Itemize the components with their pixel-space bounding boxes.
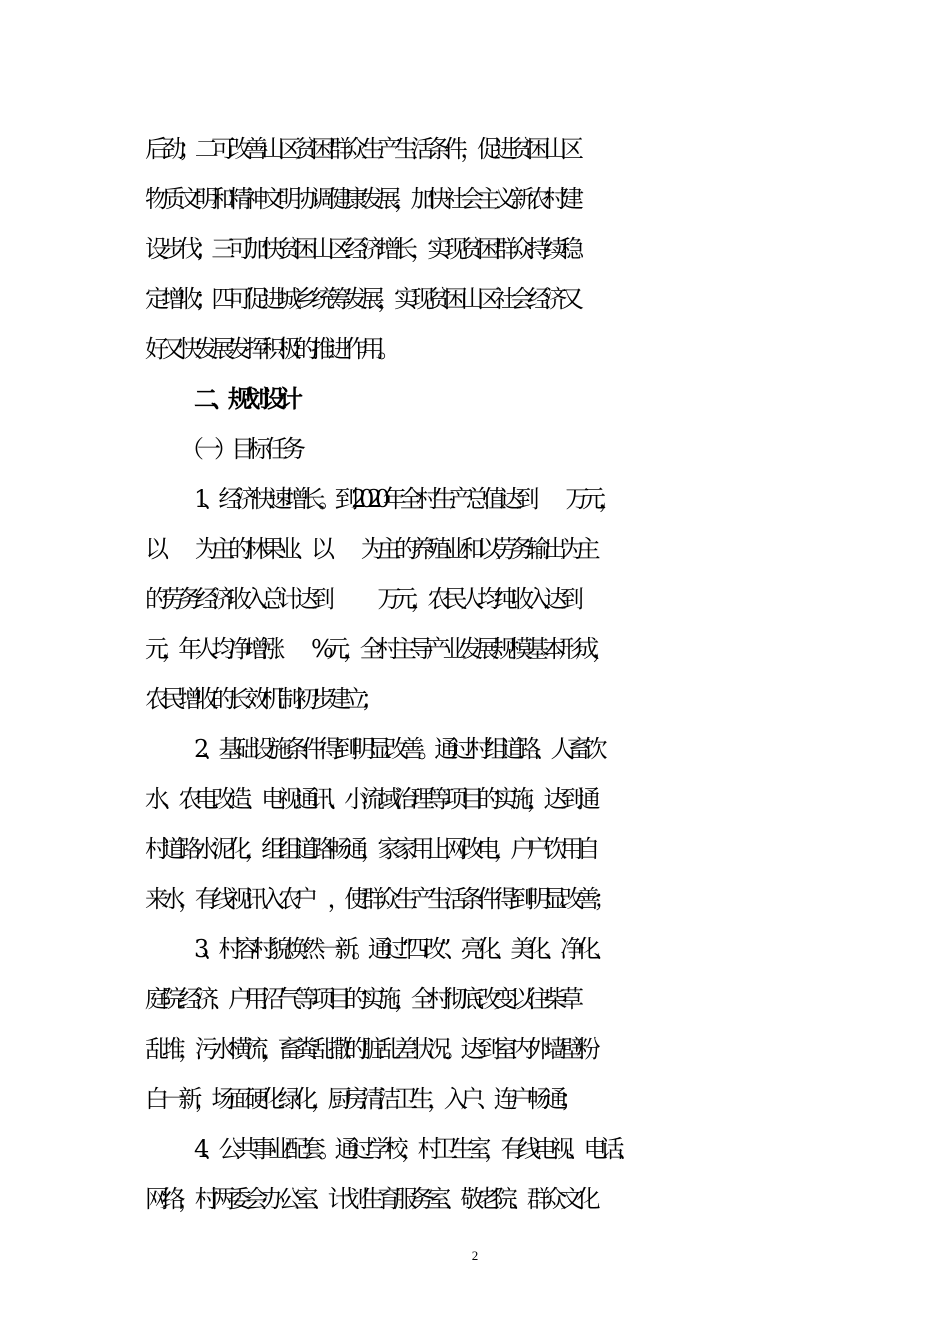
text-line: 农民增收的长效机制初步建立； — [145, 685, 378, 713]
text-line: 水、农电改造、电视通讯、小流域治理等项目的实施，达到通 — [145, 785, 594, 813]
text-line: 庭院经济、户用沼气等项目的实施，全村彻底改变以往柴草 — [145, 985, 577, 1013]
text-line: 网络，村两委会办公室、计划生育服务室、敬老院、群众文化 — [145, 1185, 594, 1213]
subsection-heading: （一）目标任务 — [180, 435, 299, 463]
text-line: 后劲；二可改善山区贫困群众生产生活条件，促进贫困山区 — [145, 135, 577, 163]
text-line: 村道路水泥化，组组道路畅通，家家用上网改电，户户饮用自 — [145, 835, 594, 863]
page-number: 2 — [471, 1248, 479, 1263]
text-line: 1、经济快速增长。到2020年全村生产总值达到 万元， — [194, 485, 616, 513]
text-line: 2、基础设施条件得到明显改善。通过村组道路、人畜饮 — [194, 735, 601, 763]
text-line: 4、公共事业配套。通过学校，村卫生室，有线电视、电话、 — [194, 1135, 634, 1163]
text-line: 好又快发展发挥积极的推进作用。 — [145, 335, 394, 363]
text-line: 来水，有线视讯入农户 ，使群众生产生活条件得到明显改善； — [145, 885, 610, 913]
text-line: 的劳务经济收入总计达到 万元，农民人均纯收入达到 — [145, 585, 577, 613]
text-line: 设步伐；三可加快贫困山区经济增长，实现贫困群众持续稳 — [145, 235, 577, 263]
text-line: 乱堆，污水横流，畜粪乱撒的脏乱差状况。达到室内外墙壁粉 — [145, 1035, 594, 1063]
section-heading: 二、规划设计 — [194, 384, 296, 413]
text-line: 以 为主的林果业、以 为主的养殖业和以劳务输出为主 — [145, 535, 594, 563]
text-line: 白一新，场面硬化绿化，厨房清洁卫生，入户、连户畅通； — [145, 1085, 577, 1113]
text-line: 元，年人均净增涨 %元，全村主导产业发展规模基本形成， — [145, 635, 609, 663]
text-line: 3、村容村貌焕然一新。通过“四改”、亮化、美化、净化、 — [194, 935, 611, 963]
text-line: 物质文明和精神文明协调健康发展，加快社会主义新农村建 — [145, 185, 577, 213]
text-line: 定增收；四可促进城乡统筹发展，实现贫困山区社会经济又 — [145, 285, 577, 313]
